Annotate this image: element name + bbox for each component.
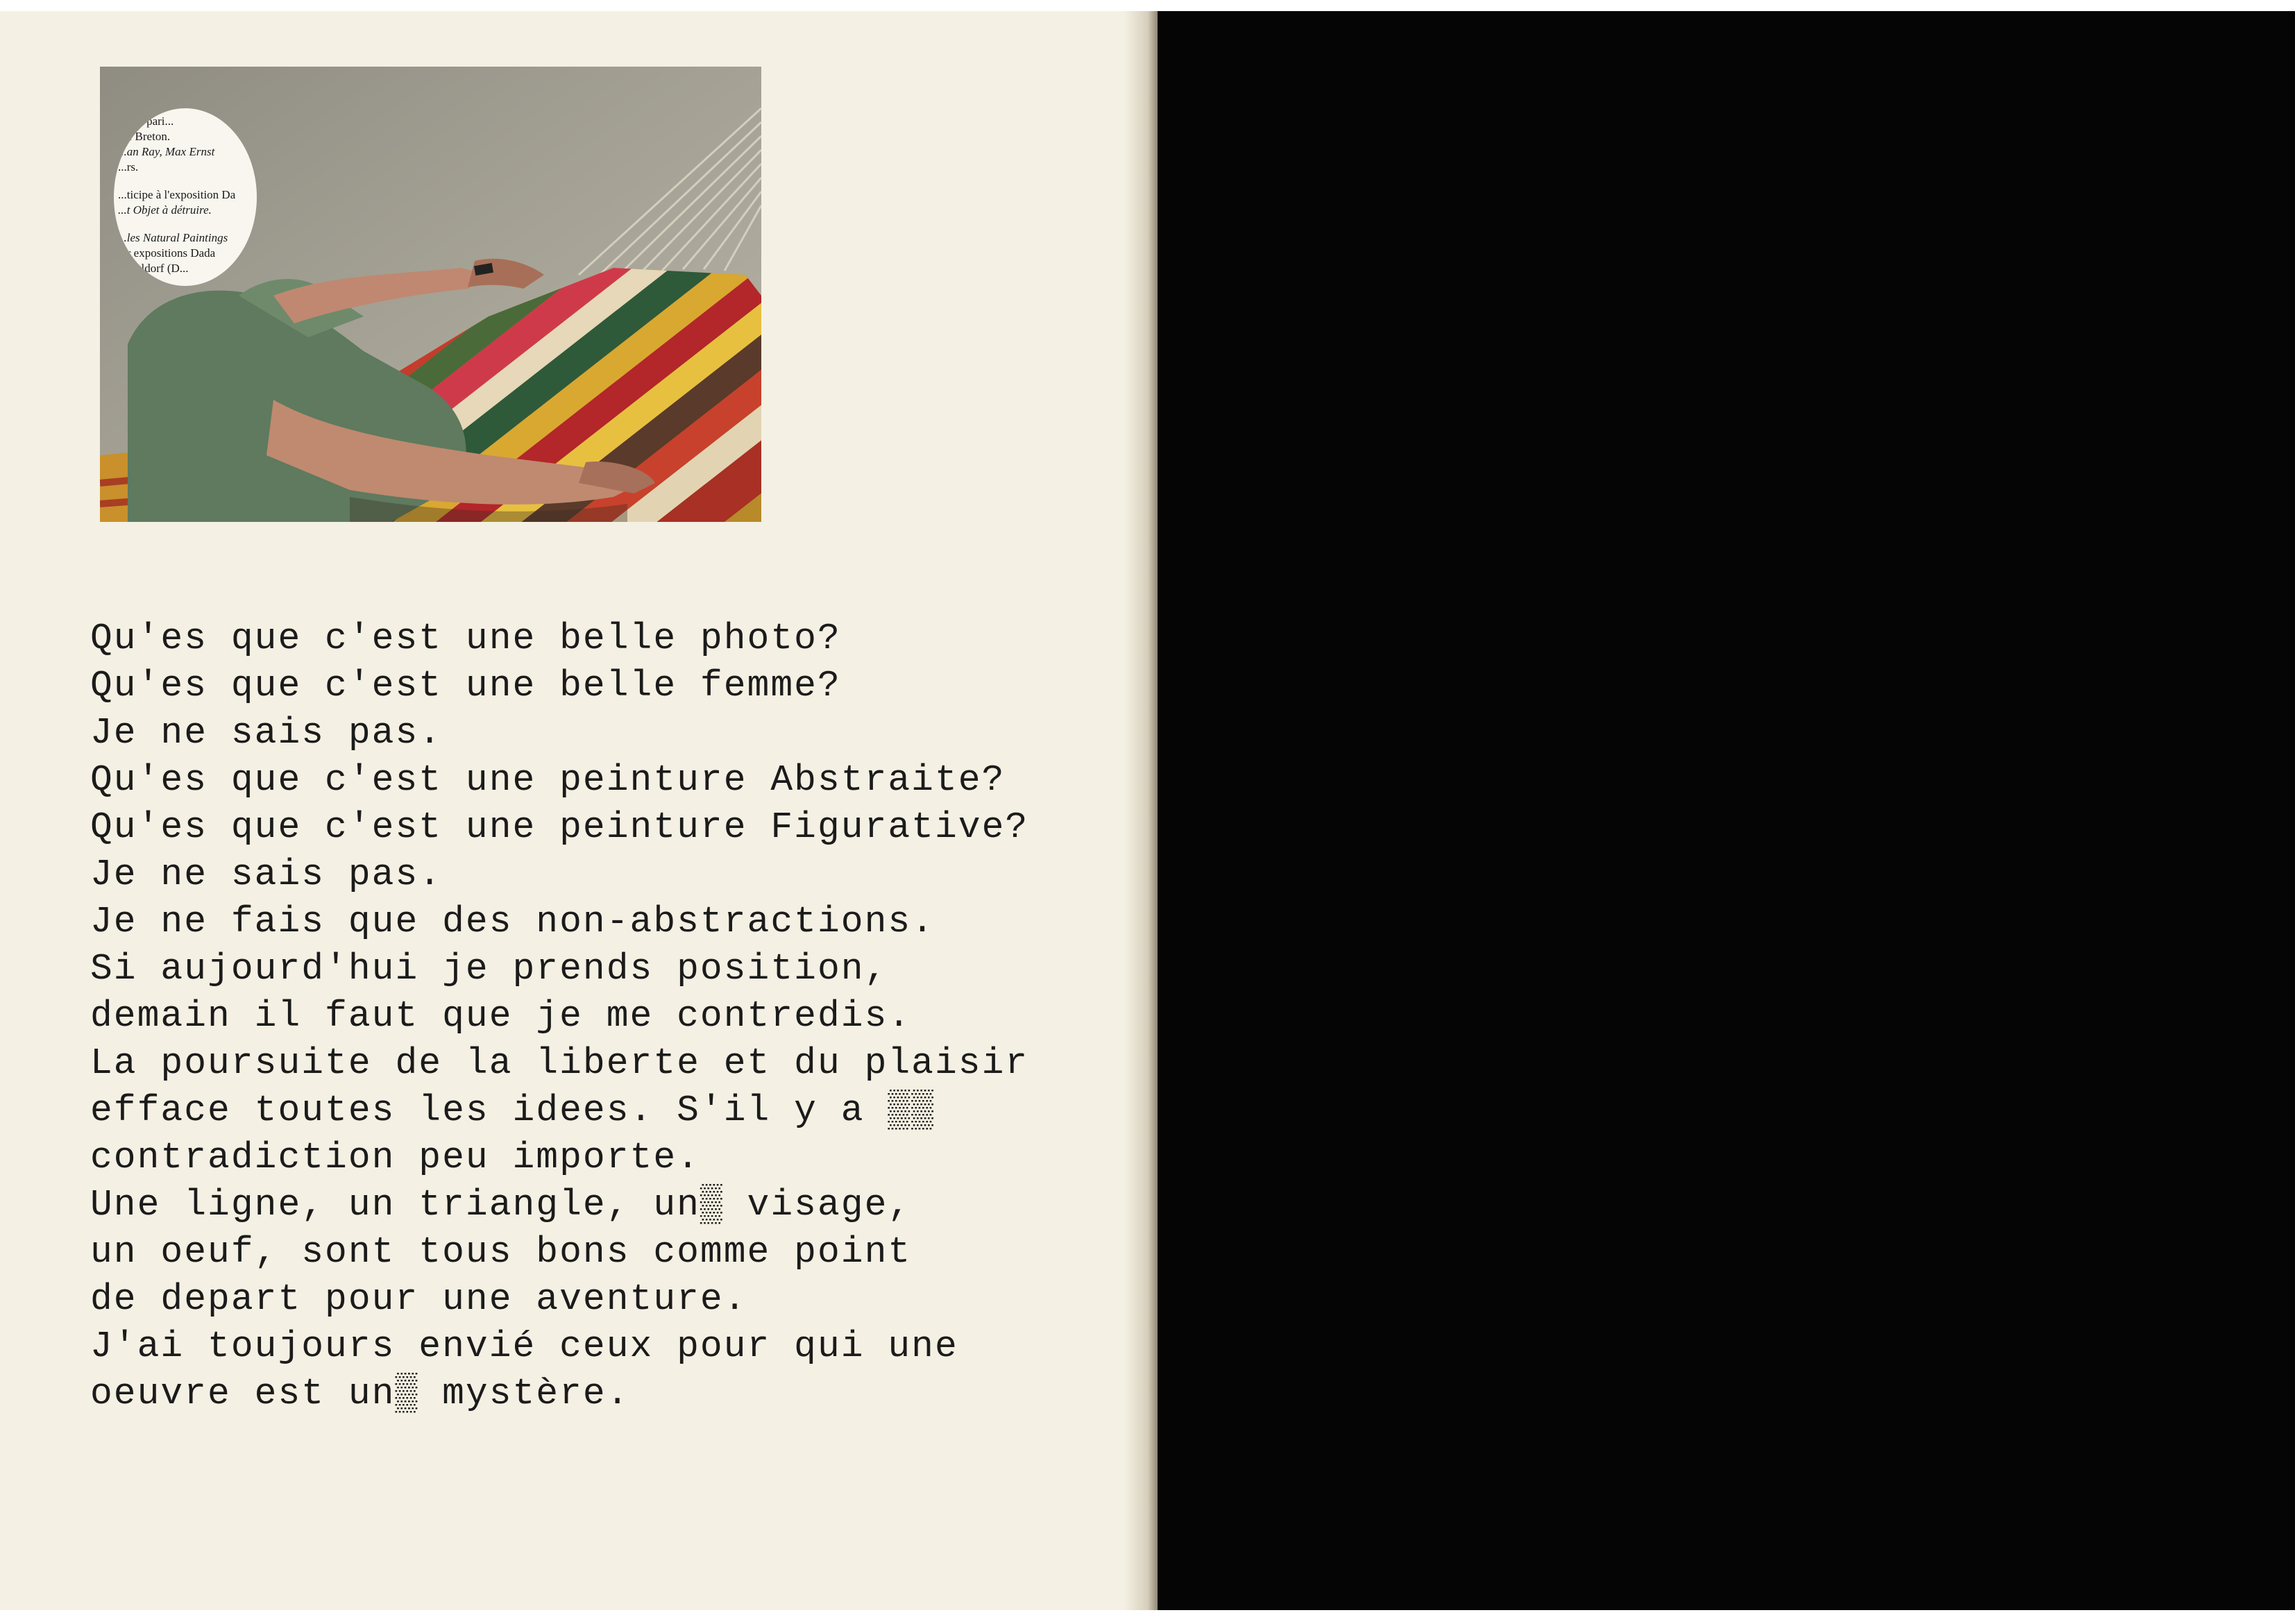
poem-line: Je ne sais pas.: [90, 712, 443, 754]
poem-line: demain il faut que je me contredis.: [90, 995, 912, 1037]
clipping-line: ...les Natural Paintings: [118, 231, 228, 244]
clipping-line: ...ticipe à l'exposition Da: [118, 188, 236, 201]
poem-line: contradiction peu importe.: [90, 1137, 700, 1178]
clipping-line: ...rs.: [118, 160, 139, 174]
gutter-shadow: [1124, 11, 1158, 1610]
hammock-collage-photo: [100, 67, 761, 522]
clipping-line: ...t Objet à détruire.: [118, 203, 212, 217]
book-spread: [0, 11, 2295, 1610]
clipping-line: ...r expositions Dada: [118, 246, 216, 260]
clipping-line: ...res, pari...: [118, 115, 174, 128]
clipping-line: ...e Breton.: [118, 130, 171, 143]
poem-line: J'ai toujours envié ceux pour qui une: [90, 1326, 958, 1367]
right-page-black: [1158, 11, 2295, 1610]
typewritten-poem: [90, 615, 1028, 1417]
poem-line: Si aujourd'hui je prends position,: [90, 948, 888, 990]
poem-line: un oeuf, sont tous bons comme point: [90, 1231, 912, 1273]
poem-line: Qu'es que c'est une belle femme?: [90, 665, 841, 707]
left-page: [0, 11, 1158, 1610]
poem-line: Qu'es que c'est une belle photo?: [90, 618, 841, 659]
poem-line: Qu'es que c'est une peinture Abstraite?: [90, 759, 1006, 801]
clipping-line: ...sseldorf (D...: [118, 262, 189, 275]
poem-line: oeuvre est un▒ mystère.: [90, 1373, 630, 1414]
poem-line: Je ne fais que des non-abstractions.: [90, 901, 935, 942]
poem-line: Une ligne, un triangle, un▒ visage,: [90, 1184, 912, 1226]
newspaper-clipping-cutout: [114, 108, 257, 286]
poem-line: La poursuite de la liberte et du plaisir: [90, 1042, 1029, 1084]
poem-line: Je ne sais pas.: [90, 854, 443, 895]
poem-line: Qu'es que c'est une peinture Figurative?: [90, 806, 1029, 848]
poem-line: efface toutes les idees. S'il y a ▒▒: [90, 1090, 935, 1131]
poem-line: de depart pour une aventure.: [90, 1278, 747, 1320]
clipping-line: ...an Ray, Max Ernst: [118, 145, 215, 158]
